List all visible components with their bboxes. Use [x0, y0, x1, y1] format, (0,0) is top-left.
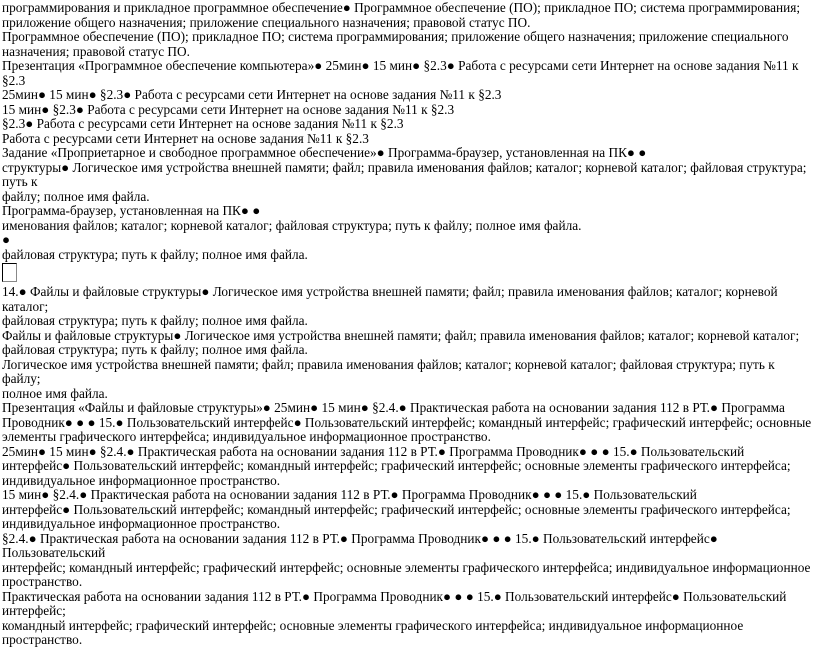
- text-line: пространство.: [2, 574, 83, 589]
- text-line: Файлы и файловые структуры● Логическое имя устройства внешней памяти; файл; правила именования файлов; каталог; корневой каталог;: [2, 327, 800, 343]
- text-line: Проводник● ● ● 15.● Пользовательский интерфейс● Пользовательский интерфейс; командный интерфейс; графический интерфейс; основные: [2, 414, 812, 430]
- text-line: Презентация «Программное обеспечение компьютера»● 25мин● 15 мин● §2.3● Работа с ресурсами сети Интернет на основе задания №11 к §2.3: [2, 58, 799, 88]
- text-line: 25мин● 15 мин● §2.4.● Практическая работа на основании задания 112 в РТ.● Программа Проводник● ● ● 15.● Пользовательский: [2, 443, 745, 459]
- text-line: файловая структура; путь к файлу; полное имя файла.: [2, 313, 308, 328]
- text-line: Презентация «Файлы и файловые структуры»● 25мин● 15 мин● §2.4.● Практическая работа на основании задания 112 в РТ.● Программа: [2, 400, 785, 415]
- text-line: §2.4.● Практическая работа на основании задания 112 в РТ.● Программа Проводник● ● ● 15.● Пользовательский интерфейс● Пользовательский: [2, 530, 718, 560]
- text-line: индивидуальное информационное пространство.: [2, 472, 281, 488]
- text-line: элементы графического интерфейса; индивидуальное информационное пространство.: [2, 429, 491, 444]
- text-line: структуры● Логическое имя устройства внешней памяти; файл; правила именования файлов; каталог; корневой каталог; файловая структура; путь к: [2, 159, 807, 189]
- text-line: интерфейс; командный интерфейс; графический интерфейс; основные элементы графического интерфейса; индивидуальное информационное: [2, 559, 811, 575]
- text-line: файлу; полное имя файла.: [2, 188, 150, 204]
- text-line: командный интерфейс; графический интерфейс; основные элементы графического интерфейса; индивидуальное информационное пространство.: [2, 617, 744, 647]
- text-line: Работа с ресурсами сети Интернет на основе задания №11 к §2.3: [2, 130, 369, 146]
- text-line: именования файлов; каталог; корневой каталог; файловая структура; путь к файлу; полное имя файла.: [2, 217, 582, 233]
- text-line: 14.● Файлы и файловые структуры● Логическое имя устройства внешней памяти; файл; правила именования файлов; каталог; корневой каталог;: [2, 284, 778, 314]
- text-line: интерфейс● Пользовательский интерфейс; командный интерфейс; графический интерфейс; основные элементы графического интерфейса;: [2, 501, 791, 517]
- checkbox-icon: [2, 263, 17, 282]
- text-line: программирования и прикладное программное обеспечение● Программное обеспечение (ПО); прикладное ПО; система программирования;: [2, 0, 801, 15]
- text-line: 15 мин● §2.3● Работа с ресурсами сети Интернет на основе задания №11 к §2.3: [2, 101, 455, 117]
- text-line: Задание «Проприетарное и свободное программное обеспечение»● Программа-браузер, установленная на ПК● ●: [2, 145, 647, 160]
- bullet-line: ●: [2, 232, 11, 247]
- text-line: 15 мин● §2.4.● Практическая работа на основании задания 112 в РТ.● Программа Проводник● ● ● 15.● Пользовательский: [2, 487, 697, 502]
- text-line: индивидуальное информационное пространство.: [2, 516, 281, 531]
- text-line: 25мин● 15 мин● §2.3● Работа с ресурсами сети Интернет на основе задания №11 к §2.3: [2, 87, 502, 102]
- text-line: Практическая работа на основании задания 112 в РТ.● Программа Проводник● ● ● 15.● Пользовательский интерфейс● Пользовательский интерфейс;: [2, 588, 787, 618]
- text-line: Программное обеспечение (ПО); прикладное ПО; система программирования; приложение общего назначения; приложение специального: [2, 29, 789, 44]
- text-line: полное имя файла.: [2, 385, 108, 401]
- text-line: Логическое имя устройства внешней памяти; файл; правила именования файлов; каталог; корневой каталог; файловая структура; путь к файлу;: [2, 356, 775, 386]
- text-line: назначения; правовой статус ПО.: [2, 43, 190, 59]
- text-line: приложение общего назначения; приложение специального назначения; правовой статус ПО.: [2, 14, 531, 30]
- text-line: файловая структура; путь к файлу; полное имя файла.: [2, 342, 308, 357]
- text-line: §2.3● Работа с ресурсами сети Интернет на основе задания №11 к §2.3: [2, 116, 404, 131]
- text-line: интерфейс● Пользовательский интерфейс; командный интерфейс; графический интерфейс; основные элементы графического интерфейса;: [2, 458, 791, 473]
- text-line: Программа-браузер, установленная на ПК● ●: [2, 203, 261, 218]
- text-line: файловая структура; путь к файлу; полное имя файла.: [2, 246, 308, 262]
